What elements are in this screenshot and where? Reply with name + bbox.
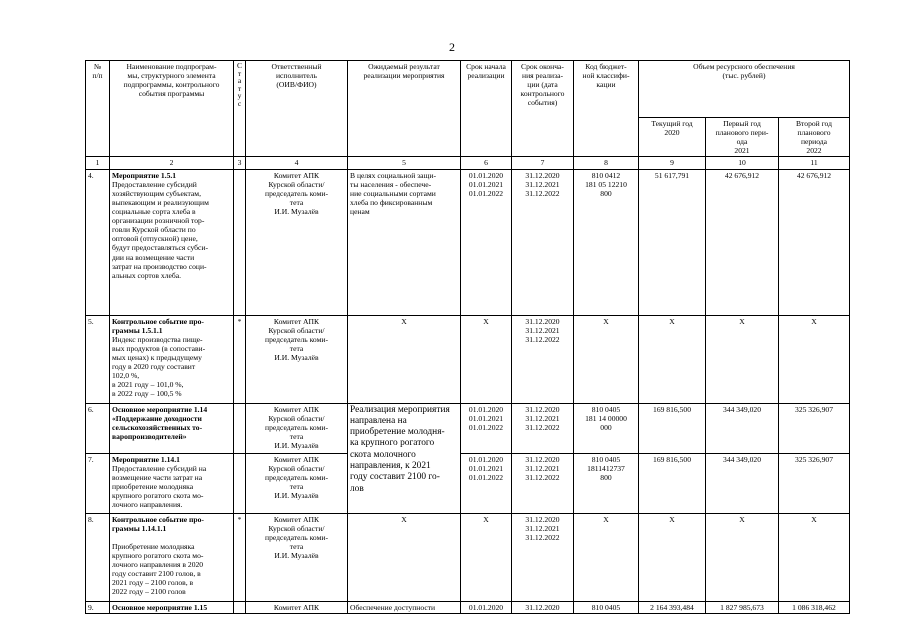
row-status [234, 601, 246, 613]
row-num: 5. [86, 315, 110, 403]
row-value-2020: 2 164 393,484 [639, 601, 706, 613]
header-row [86, 61, 850, 118]
col-num-1: 1 [86, 157, 110, 169]
col-num-2: 2 [110, 157, 234, 169]
row-start: 01.01.2020 01.01.2021 01.01.2022 [461, 403, 512, 453]
row-status [234, 453, 246, 513]
row-result: X [348, 513, 461, 601]
table-row [86, 453, 850, 513]
row-result: Обеспечение доступности [348, 601, 461, 613]
row-description: Предоставление субсидий на возмещение части затрат на приобретение молодняка крупного рогатого скота мо- лочного направления. [112, 463, 207, 510]
row-executor: Комитет АПК Курской области/ председатель коми- тета И.И. Музалёв [246, 513, 348, 601]
row-name-cell [110, 453, 234, 513]
row-name-cell [110, 169, 234, 315]
row-status: * [234, 315, 246, 403]
row-end: 31.12.2020 31.12.2021 31.12.2022 [512, 315, 574, 403]
row-executor: Комитет АПК Курской области/ председатель коми- тета И.И. Музалёв [246, 403, 348, 453]
row-value-2022: X [779, 315, 850, 403]
header-num: № п/п [86, 61, 110, 157]
col-num-6: 6 [461, 157, 512, 169]
program-table [85, 60, 850, 614]
col-num-11: 11 [779, 157, 850, 169]
table-row [86, 601, 850, 613]
row-value-2022: 42 676,912 [779, 169, 850, 315]
row-result: X [348, 315, 461, 403]
row-executor: Комитет АПК Курской области/ председатель коми- тета И.И. Музалёв [246, 169, 348, 315]
row-value-2022: 325 326,907 [779, 453, 850, 513]
row-start: X [461, 315, 512, 403]
header-year-first: Первый год планового пери- ода 2021 [706, 118, 779, 157]
row-num: 8. [86, 513, 110, 601]
row-budget-code: 810 0405 1811412737 800 [574, 453, 639, 513]
row-status [234, 169, 246, 315]
row-description: Приобретение молодняка крупного рогатого скота мо- лочного направления в 2020 году составит 2100 голов, в 2021 году – 2100 голов, в 2022 году – 2100 голов [112, 541, 204, 597]
row-end: 31.12.2020 31.12.2021 31.12.2022 [512, 453, 574, 513]
col-num-5: 5 [348, 157, 461, 169]
header-name: Наименование подпрограм- мы, структурного элемента подпрограммы, контрольного события программы [110, 61, 234, 157]
row-num: 7. [86, 453, 110, 513]
row-budget-code: X [574, 513, 639, 601]
header-executor: Ответственный исполнитель (ОИВ/ФИО) [246, 61, 348, 157]
header-result: Ожидаемый результат реализации мероприятия [348, 61, 461, 157]
row-title: Основное мероприятие 1.14 «Поддержание доходности сельскохозяйственных то- варопроизводителей» [112, 404, 208, 441]
row-name-cell [110, 315, 234, 403]
table-row [86, 513, 850, 601]
row-start: X [461, 513, 512, 601]
col-num-3: 3 [234, 157, 246, 169]
row-budget-code: 810 0405 [574, 601, 639, 613]
row-value-2020: X [639, 513, 706, 601]
row-status: * [234, 513, 246, 601]
col-num-7: 7 [512, 157, 574, 169]
row-description: Индекс производства пище- вых продуктов (в сопостави- мых ценах) к предыдущему году в 2020 году составит 102,0 %, в 2021 году – 101,0 %, в 2022 году – 100,5 % [112, 334, 206, 399]
row-end: 31.12.2020 [512, 601, 574, 613]
row-description: Предоставление субсидий хозяйствующим субъектам, выпекающим и реализующим социальные сорта хлеба в организации розничной тор- говли Курской области по оптовой (отпускной) цене, будут предоставляться субси- дии на возмещение части затрат на производство соци- альных сортов хлеба. [112, 179, 209, 280]
header-year-second: Второй год планового периода 2022 [779, 118, 850, 157]
row-title: Контрольное событие про- граммы 1.14.1.1 [112, 514, 204, 533]
row-start: 01.01.2020 01.01.2021 01.01.2022 [461, 453, 512, 513]
row-value-2022: X [779, 513, 850, 601]
row-name-cell [110, 403, 234, 453]
spacer [112, 533, 231, 542]
row-value-2021: X [706, 315, 779, 403]
row-num: 9. [86, 601, 110, 613]
row-value-2020: 169 816,500 [639, 403, 706, 453]
row-value-2020: X [639, 315, 706, 403]
row-title: Мероприятие 1.14.1 [112, 454, 180, 464]
row-end: 31.12.2020 31.12.2021 31.12.2022 [512, 403, 574, 453]
header-end: Срок оконча- ния реализа- ции (дата контрольного события) [512, 61, 574, 157]
row-value-2021: 344 349,020 [706, 453, 779, 513]
row-result: В целях социальной защи- ты населения - обеспече- ние социальными сортами хлеба по фиксированным ценам [348, 169, 461, 315]
row-title: Мероприятие 1.5.1 [112, 170, 177, 180]
row-end: 31.12.2020 31.12.2021 31.12.2022 [512, 513, 574, 601]
header-year-current: Текущий год 2020 [639, 118, 706, 157]
table-row [86, 403, 850, 453]
row-value-2021: 42 676,912 [706, 169, 779, 315]
row-num: 4. [86, 169, 110, 315]
row-end: 31.12.2020 31.12.2021 31.12.2022 [512, 169, 574, 315]
column-numbers-row [86, 157, 850, 169]
row-start: 01.01.2020 [461, 601, 512, 613]
row-value-2022: 1 086 318,462 [779, 601, 850, 613]
row-value-2021: 1 827 985,673 [706, 601, 779, 613]
row-status [234, 403, 246, 453]
table-row [86, 315, 850, 403]
row-budget-code: 810 0412 181 05 12210 800 [574, 169, 639, 315]
row-executor: Комитет АПК Курской области/ председатель коми- тета И.И. Музалёв [246, 453, 348, 513]
row-budget-code: 810 0405 181 14 00000 000 [574, 403, 639, 453]
row-value-2020: 51 617,791 [639, 169, 706, 315]
row-start: 01.01.2020 01.01.2021 01.01.2022 [461, 169, 512, 315]
row-num: 6. [86, 403, 110, 453]
header-status: С т а т у с [234, 61, 246, 157]
row-budget-code: X [574, 315, 639, 403]
table-row [86, 169, 850, 315]
row-executor: Комитет АПК [246, 601, 348, 613]
header-resources: Объем ресурсного обеспечения (тыс. рублей) [639, 61, 850, 118]
row-executor: Комитет АПК Курской области/ председатель коми- тета И.И. Музалёв [246, 315, 348, 403]
col-num-9: 9 [639, 157, 706, 169]
header-budget-code: Код бюджет- ной классифи- кации [574, 61, 639, 157]
row-title: Основное мероприятие 1.15 [112, 602, 208, 612]
row-value-2021: 344 349,020 [706, 403, 779, 453]
row-value-2022: 325 326,907 [779, 403, 850, 453]
header-start: Срок начала реализации [461, 61, 512, 157]
row-name-cell [110, 601, 234, 613]
col-num-8: 8 [574, 157, 639, 169]
merged-result: Реализация мероприятия направлена на приобретение молодня- ка крупного рогатого скота молочного направления, к 2021 году составит 2100 го- лов [348, 403, 461, 513]
row-value-2020: 169 816,500 [639, 453, 706, 513]
row-value-2021: X [706, 513, 779, 601]
page-number: 2 [449, 40, 455, 54]
row-name-cell [110, 513, 234, 601]
col-num-10: 10 [706, 157, 779, 169]
col-num-4: 4 [246, 157, 348, 169]
row-title: Контрольное событие про- граммы 1.5.1.1 [112, 316, 204, 335]
